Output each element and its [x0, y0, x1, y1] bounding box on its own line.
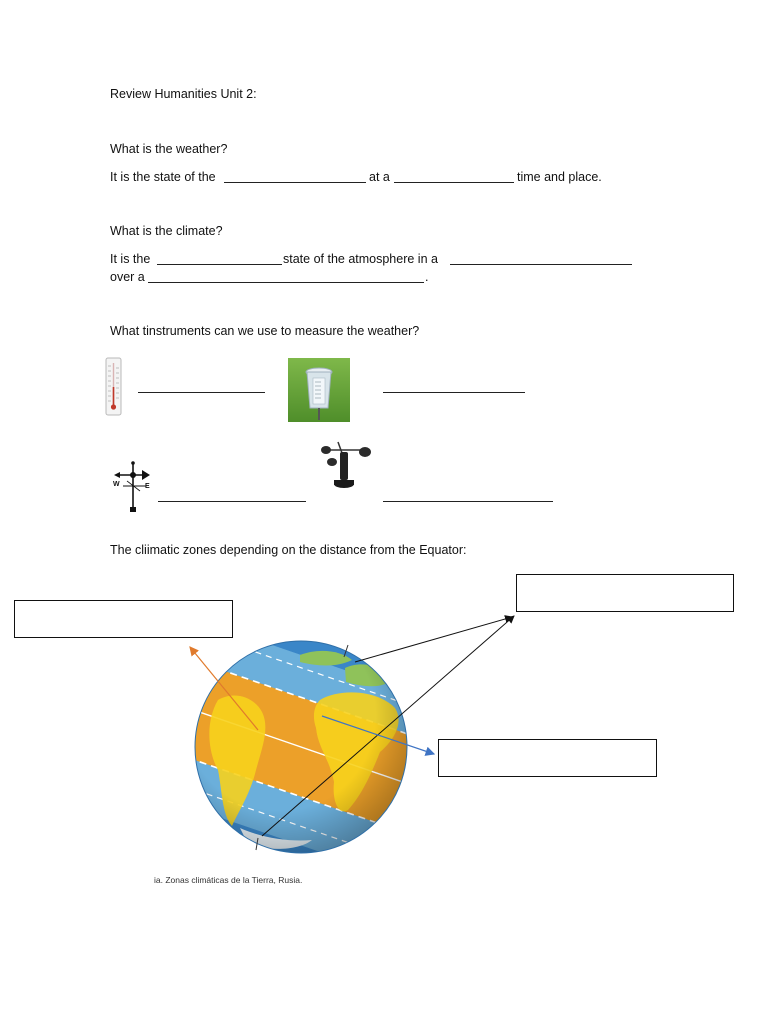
arrow-polar-to-top-box	[355, 617, 512, 662]
weather-text-1: It is the state of the	[110, 170, 216, 184]
vane-east-letter: E	[145, 483, 150, 490]
question-climate: What is the climate?	[110, 224, 223, 238]
weather-text-3: time and place.	[517, 170, 602, 184]
question-instruments: What tinstruments can we use to measure the weather?	[110, 324, 420, 338]
climate-text-end: .	[425, 270, 429, 284]
climate-text-1: It is the	[110, 252, 151, 266]
vane-west-letter: W	[113, 481, 120, 488]
question-weather: What is the weather?	[110, 142, 228, 156]
climate-text-2: state of the atmosphere in a	[283, 252, 438, 266]
page-title: Review Humanities Unit 2:	[110, 87, 257, 101]
zones-intro: The cliimatic zones depending on the distance from the Equator:	[110, 543, 467, 557]
weather-text-2: at a	[369, 170, 390, 184]
climate-text-3: over a	[110, 270, 145, 284]
figure-caption: ia. Zonas climáticas de la Tierra, Rusia.	[154, 875, 303, 885]
